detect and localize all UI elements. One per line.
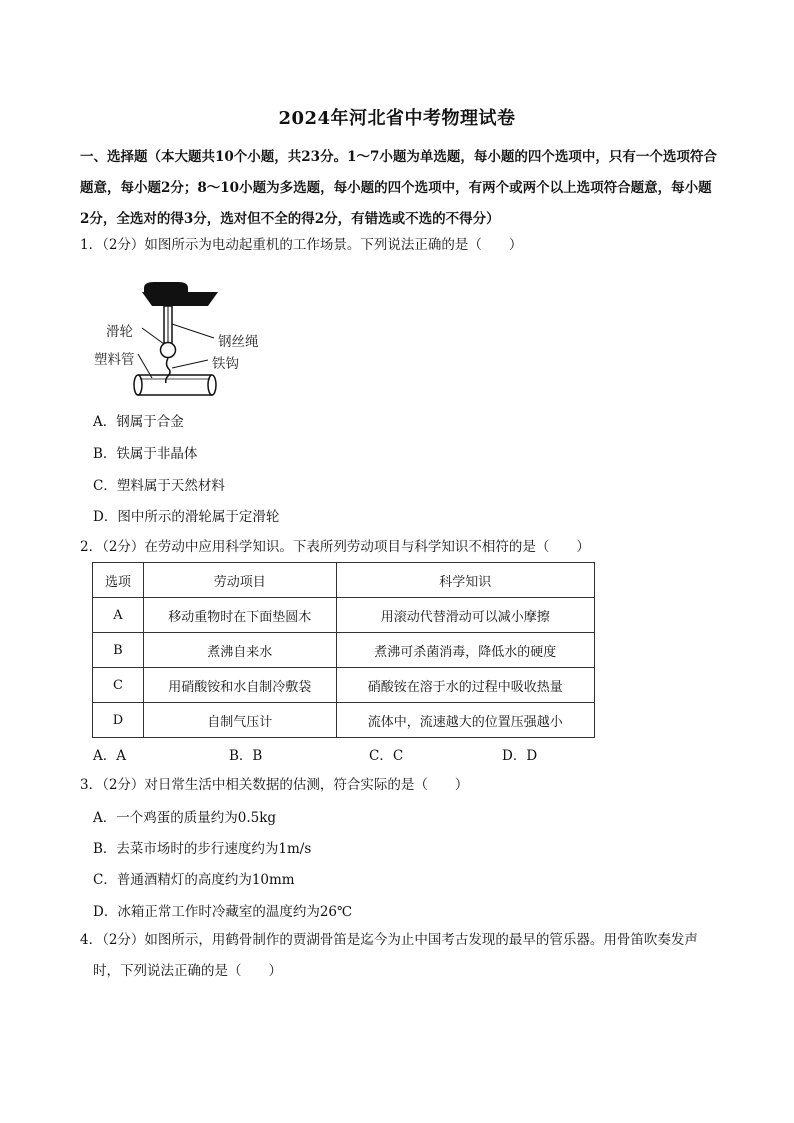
table-cell: 硝酸铵在溶于水的过程中吸收热量 xyxy=(336,668,595,703)
q2-option-a: A．A xyxy=(93,748,126,764)
table-header-row xyxy=(93,563,595,598)
table-cell: 煮沸可杀菌消毒，降低水的硬度 xyxy=(336,633,595,668)
exam-title: 2024年河北省中考物理试卷 xyxy=(278,108,516,129)
question-number: 1． xyxy=(80,237,103,253)
table-header: 劳动项目 xyxy=(143,563,336,598)
q1-option-b: B．铁属于非晶体 xyxy=(93,446,198,462)
knowledge-table xyxy=(92,562,595,738)
q1-option-a: A．钢属于合金 xyxy=(93,414,184,430)
q1-option-c: C．塑料属于天然材料 xyxy=(93,478,225,494)
question-number: 3． xyxy=(80,777,103,793)
table-header: 选项 xyxy=(93,563,144,598)
question-stem: （2分）在劳动中应用科学知识。下表所列劳动项目与科学知识不相符的是（ ） xyxy=(102,539,590,555)
plastic-pipe-label: 塑料管 xyxy=(94,352,135,368)
question-stem-line-1: （2分）如图所示，用鹤骨制作的贾湖骨笛是迄今为止中国考古发现的最早的管乐器。用骨笛吹奏发声 xyxy=(102,932,698,948)
table-row xyxy=(93,598,595,633)
table-row xyxy=(93,703,595,738)
section-heading: 一、选择题（本大题共10个小题，共23分。1～7小题为单选题，每小题的四个选项中，只有一个选项符合题意，每小题2分；8～10小题为多选题，每小题的四个选项中，有两个或两个以上选项符合题意，每小题2分，全选对的得3分，选对但不全的得2分，有错选或不选的不得分） xyxy=(80,149,717,227)
pulley-label: 滑轮 xyxy=(106,324,133,340)
table-cell: 流体中，流速越大的位置压强越小 xyxy=(336,703,595,738)
table-header: 科学知识 xyxy=(336,563,595,598)
q3-option-c: C．普通酒精灯的高度约为10mm xyxy=(93,872,295,888)
table-cell: D xyxy=(93,703,144,738)
question-number: 4． xyxy=(80,932,103,948)
table-cell: B xyxy=(93,633,144,668)
question-stem: （2分）如图所示为电动起重机的工作场景。下列说法正确的是（ ） xyxy=(102,237,523,253)
wire-label: 钢丝绳 xyxy=(218,334,259,350)
question-4-continued: 时，下列说法正确的是（ ） xyxy=(93,963,282,979)
question-number: 2． xyxy=(80,539,103,555)
question-2 xyxy=(80,532,720,563)
table-cell: 用滚动代替滑动可以减小摩擦 xyxy=(336,598,595,633)
q1-option-d: D．图中所示的滑轮属于定滑轮 xyxy=(93,509,280,525)
hook-label: 铁钩 xyxy=(212,356,239,372)
question-1 xyxy=(80,230,720,261)
table-cell: 用硝酸铵和水自制冷敷袋 xyxy=(143,668,336,703)
table-cell: 自制气压计 xyxy=(143,703,336,738)
q3-option-a: A．一个鸡蛋的质量约为0.5kg xyxy=(93,810,277,826)
q3-option-d: D．冰箱正常工作时冷藏室的温度约为26℃ xyxy=(93,904,353,920)
question-stem: （2分）对日常生活中相关数据的估测，符合实际的是（ ） xyxy=(102,777,469,793)
q3-option-b: B．去菜市场时的步行速度约为1m/s xyxy=(93,841,312,857)
table-row xyxy=(93,633,595,668)
table-cell: C xyxy=(93,668,144,703)
table-cell: 煮沸自来水 xyxy=(143,633,336,668)
q2-option-c: C．C xyxy=(369,748,404,764)
q2-option-b: B．B xyxy=(229,748,263,764)
question-3 xyxy=(80,770,720,801)
question-4 xyxy=(80,925,720,956)
table-row xyxy=(93,668,595,703)
table-cell: A xyxy=(93,598,144,633)
table-cell: 移动重物时在下面垫圆木 xyxy=(143,598,336,633)
q2-option-d: D．D xyxy=(502,748,538,764)
